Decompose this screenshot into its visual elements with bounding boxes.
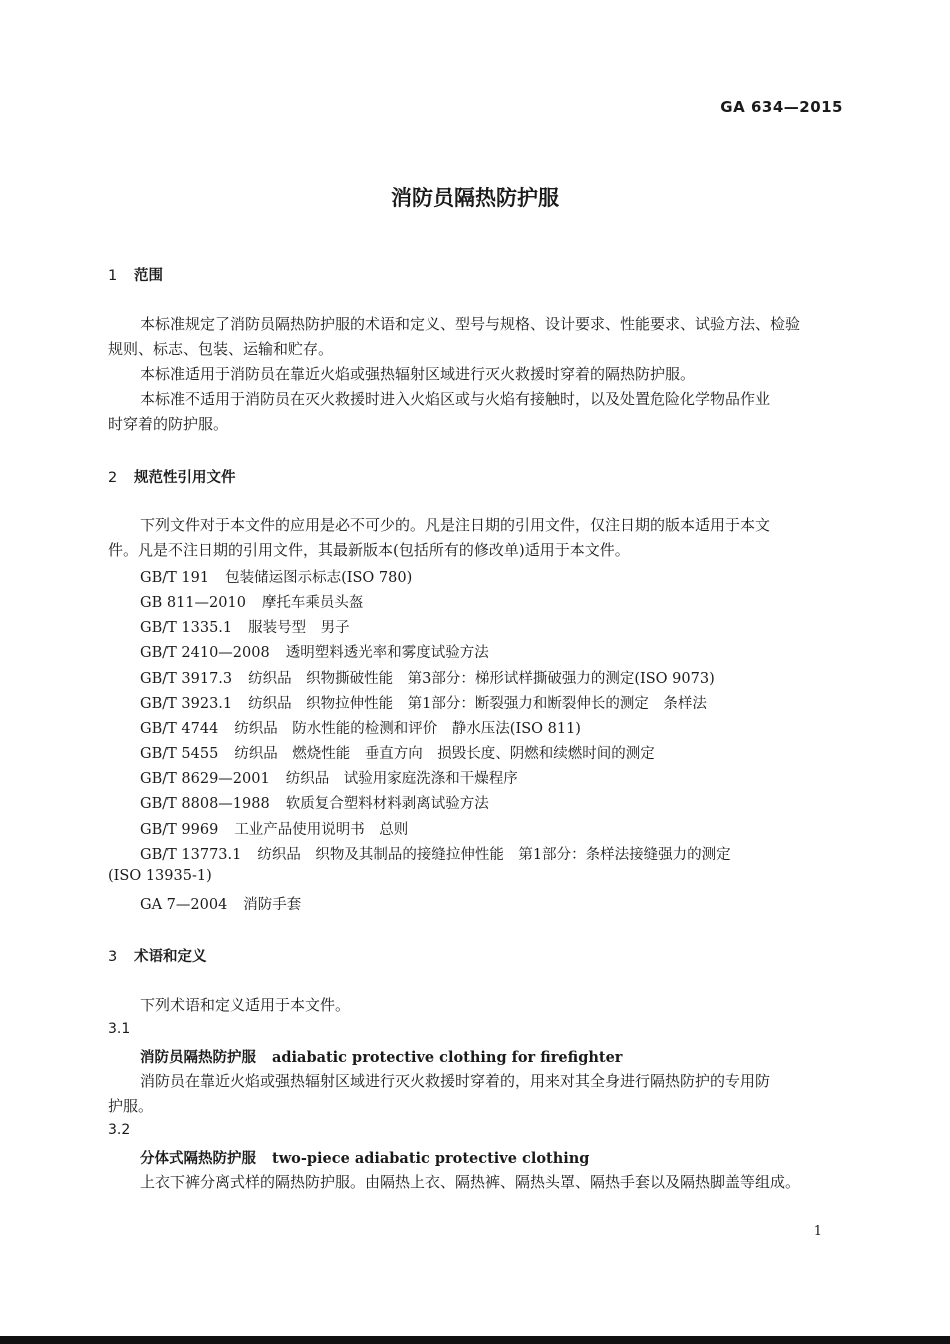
bottom-border bbox=[0, 1336, 950, 1344]
section-title: 范围 bbox=[134, 268, 163, 284]
section-number: 3 bbox=[108, 949, 118, 965]
term-number: 3.2 bbox=[108, 1122, 131, 1138]
term-definition: 护服。 bbox=[108, 1097, 154, 1115]
reference-code: GB/T 2410—2008 bbox=[140, 645, 270, 661]
reference-code: GB/T 191 bbox=[140, 570, 210, 586]
reference-item bbox=[140, 818, 408, 839]
reference-code: GA 7—2004 bbox=[140, 897, 228, 913]
reference-title: 纺织品 织物拉伸性能 第1部分：断裂强力和断裂伸长的测定 条样法 bbox=[248, 696, 707, 712]
reference-title: 消防手套 bbox=[243, 897, 302, 913]
reference-title: 纺织品 防水性能的检测和评价 静水压法(ISO 811) bbox=[234, 721, 581, 737]
reference-title: 纺织品 试验用家庭洗涤和干燥程序 bbox=[285, 771, 518, 787]
reference-code: GB/T 1335.1 bbox=[140, 620, 233, 636]
reference-item bbox=[140, 893, 301, 914]
reference-title: 工业产品使用说明书 总则 bbox=[234, 822, 409, 838]
reference-item bbox=[140, 566, 412, 587]
section-number: 2 bbox=[108, 470, 118, 486]
term-definition: 消防员在靠近火焰或强热辐射区域进行灭火救援时穿着的，用来对其全身进行隔热防护的专用防 bbox=[140, 1072, 771, 1090]
reference-item bbox=[140, 843, 731, 864]
reference-item bbox=[140, 692, 707, 713]
reference-item bbox=[140, 767, 518, 788]
reference-title: 纺织品 燃烧性能 垂直方向 损毁长度、阴燃和续燃时间的测定 bbox=[234, 746, 655, 762]
reference-item bbox=[140, 667, 715, 688]
term-english: two-piece adiabatic protective clothing bbox=[272, 1150, 590, 1167]
paragraph: 下列文件对于本文件的应用是必不可少的。凡是注日期的引用文件，仅注日期的版本适用于本文 bbox=[140, 516, 771, 534]
reference-code: GB/T 8629—2001 bbox=[140, 771, 270, 787]
reference-title: 摩托车乘员头盔 bbox=[261, 595, 364, 611]
reference-code: GB/T 13773.1 bbox=[140, 847, 242, 863]
reference-item bbox=[140, 717, 581, 738]
paragraph: 本标准规定了消防员隔热防护服的术语和定义、型号与规格、设计要求、性能要求、试验方法、检验 bbox=[140, 315, 801, 333]
reference-code: GB/T 4744 bbox=[140, 721, 219, 737]
term-number: 3.1 bbox=[108, 1021, 131, 1037]
reference-item bbox=[140, 641, 489, 662]
reference-title: 透明塑料透光率和雾度试验方法 bbox=[285, 645, 489, 661]
section-1-heading bbox=[108, 264, 163, 285]
reference-code: GB/T 3917.3 bbox=[140, 671, 233, 687]
paragraph: 规则、标志、包装、运输和贮存。 bbox=[108, 340, 334, 358]
document-title: 消防员隔热防护服 bbox=[391, 186, 559, 210]
reference-code: GB/T 5455 bbox=[140, 746, 219, 762]
reference-code: GB/T 3923.1 bbox=[140, 696, 233, 712]
term-heading bbox=[140, 1046, 622, 1067]
section-3-heading bbox=[108, 945, 207, 966]
paragraph: 本标准适用于消防员在靠近火焰或强热辐射区域进行灭火救援时穿着的隔热防护服。 bbox=[140, 365, 696, 383]
reference-code: GB/T 8808—1988 bbox=[140, 796, 270, 812]
paragraph: 下列术语和定义适用于本文件。 bbox=[140, 996, 351, 1014]
reference-title: 纺织品 织物及其制品的接缝拉伸性能 第1部分：条样法接缝强力的测定 bbox=[257, 847, 731, 863]
section-title: 术语和定义 bbox=[134, 949, 207, 965]
paragraph: 件。凡是不注日期的引用文件，其最新版本(包括所有的修改单)适用于本文件。 bbox=[108, 541, 630, 559]
reference-title: 软质复合塑料材料剥离试验方法 bbox=[285, 796, 489, 812]
reference-title: 包装储运图示标志(ISO 780) bbox=[225, 570, 413, 586]
reference-item bbox=[140, 591, 363, 612]
standard-code: GA 634—2015 bbox=[720, 98, 843, 116]
paragraph: 本标准不适用于消防员在灭火救援时进入火焰区或与火焰有接触时，以及处置危险化学物品作业 bbox=[140, 390, 771, 408]
reference-code: GB 811—2010 bbox=[140, 595, 246, 611]
reference-title: 纺织品 织物撕破性能 第3部分：梯形试样撕破强力的测定(ISO 9073) bbox=[248, 671, 715, 687]
term-chinese: 分体式隔热防护服 bbox=[140, 1151, 256, 1167]
reference-continuation: (ISO 13935-1) bbox=[108, 868, 212, 884]
reference-title: 服装号型 男子 bbox=[248, 620, 350, 636]
term-english: adiabatic protective clothing for firefighter bbox=[272, 1049, 623, 1066]
paragraph: 时穿着的防护服。 bbox=[108, 415, 229, 433]
reference-code: GB/T 9969 bbox=[140, 822, 219, 838]
term-definition: 上衣下裤分离式样的隔热防护服。由隔热上衣、隔热裤、隔热头罩、隔热手套以及隔热脚盖等组成。 bbox=[140, 1173, 801, 1191]
page-number: 1 bbox=[813, 1224, 822, 1239]
term-chinese: 消防员隔热防护服 bbox=[140, 1050, 256, 1066]
section-number: 1 bbox=[108, 268, 118, 284]
reference-item bbox=[140, 742, 655, 763]
reference-item bbox=[140, 792, 489, 813]
reference-item bbox=[140, 616, 350, 637]
section-title: 规范性引用文件 bbox=[134, 470, 236, 486]
section-2-heading bbox=[108, 466, 236, 487]
term-heading bbox=[140, 1147, 589, 1168]
